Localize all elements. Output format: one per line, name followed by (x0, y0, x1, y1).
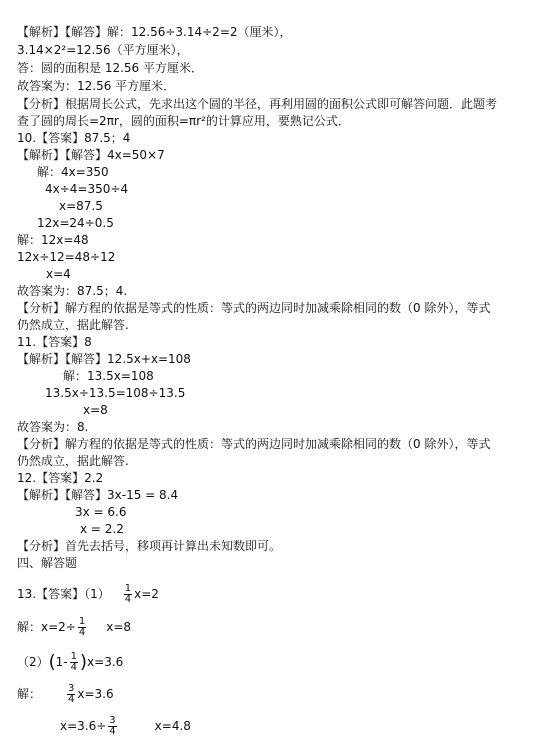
text-line: 12x÷12=48÷12 (17, 250, 116, 264)
q13-prefix: 13.【答案】（1） (17, 587, 110, 601)
solution-result: x=8 (106, 620, 132, 634)
expr-term: x=3.6 (77, 687, 114, 701)
text-line: x=4 (46, 267, 71, 281)
text-line: 解：4x=350 (37, 165, 109, 179)
text-line: 13.5x÷13.5=108÷13.5 (45, 386, 186, 400)
q13-solution-1 (17, 613, 131, 641)
fraction: $\frac{3}{4}$ (109, 715, 116, 737)
part-label: （2） (17, 655, 49, 669)
fraction: $\frac{1}{4}$ (78, 616, 86, 638)
text-line: 【解析】【解答】3x-15 = 8.4 (17, 488, 179, 502)
text-line: 3.14×2²=12.56（平方厘米）， (17, 43, 189, 57)
text-line: 仍然成立，据此解答. (17, 318, 129, 332)
text-line: 【解析】【解答】12.5x+x=108 (17, 352, 191, 366)
text-line: x=8 (83, 403, 108, 417)
q13-expr: x=2 (134, 587, 159, 601)
fraction: $\frac{1}{4}$ (124, 583, 132, 605)
solution-prefix: 解： (17, 687, 42, 701)
text-line: 故答案为：8. (17, 420, 89, 434)
text-line: 解：12x=48 (17, 233, 89, 247)
text-line: x = 2.2 (80, 522, 124, 536)
q13-answer-line (17, 580, 159, 608)
solution-prefix: x=3.6÷ (60, 719, 107, 733)
expr-term: 1- (55, 655, 68, 669)
text-line: x=87.5 (59, 199, 103, 213)
text-line: 12.【答案】2.2 (17, 471, 104, 485)
text-line: 【解析】【解答】解：12.56÷3.14÷2=2（厘米）， (17, 25, 292, 39)
solution-result: x=4.8 (154, 719, 191, 733)
text-line: 查了圆的周长=2πr，圆的面积=πr²的计算应用，要熟记公式． (17, 114, 350, 128)
text-line: 故答案为：87.5；4. (17, 284, 128, 298)
text-line: 4x÷4=350÷4 (45, 182, 129, 196)
solution-prefix: 解：x=2÷ (17, 620, 76, 634)
text-line: 仍然成立，据此解答. (17, 454, 129, 468)
fraction: $\frac{1}{4}$ (70, 651, 78, 673)
text-line: 10.【答案】87.5；4 (17, 131, 131, 145)
text-line: 【分析】首先去括号，移项再计算出未知数即可。 (17, 539, 282, 553)
q13-solution-3 (60, 712, 191, 740)
text-line: 答：圆的面积是 12.56 平方厘米． (17, 61, 203, 75)
fraction: $\frac{3}{4}$ (68, 683, 75, 705)
q13-solution-2 (17, 680, 114, 708)
expr-term: x=3.6 (87, 655, 124, 669)
section-heading: 四、解答题 (17, 556, 78, 570)
text-line: 3x = 6.6 (75, 505, 127, 519)
text-line: 解：13.5x=108 (63, 369, 154, 383)
text-line: 12x=24÷0.5 (37, 216, 114, 230)
text-line: 【分析】解方程的依据是等式的性质：等式的两边同时加减乘除相同的数（0 除外），等式 (17, 301, 491, 315)
text-line: 【分析】解方程的依据是等式的性质：等式的两边同时加减乘除相同的数（0 除外），等式 (17, 437, 491, 451)
text-line: 【解析】【解答】4x=50×7 (17, 148, 165, 162)
text-line: 故答案为：12.56 平方厘米． (17, 79, 176, 93)
text-line: 11.【答案】8 (17, 335, 92, 349)
q13-part-2: （2）(1- $\frac{1}{4}$ )x=3.6 (17, 651, 124, 673)
text-line: 【分析】根据周长公式，先求出这个圆的半径，再利用圆的面积公式即可解答问题．此题考 (17, 97, 498, 111)
